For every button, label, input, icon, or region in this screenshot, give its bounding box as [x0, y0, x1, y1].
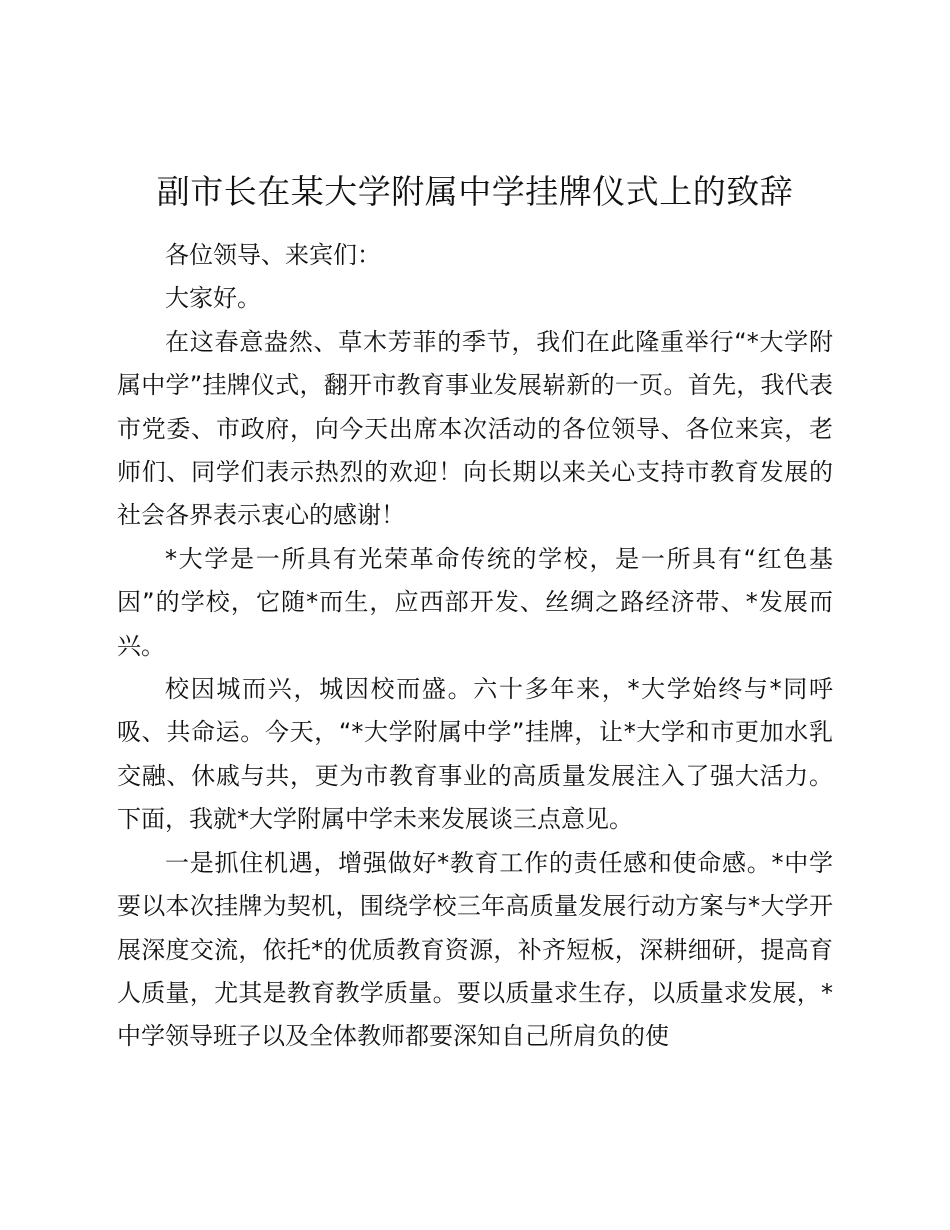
paragraph-city-school: 校因城而兴，城因校而盛。六十多年来，*大学始终与*同呼吸、共命运。今天，“*大学附属中学”挂牌，让*大学和市更加水乳交融、休戚与共，更为市教育事业的高质量发展注入了强大活力。下面，我就*大学附属中学未来发展谈三点意见。: [117, 675, 833, 834]
salutation: 各位领导、来宾们：: [165, 241, 381, 269]
paragraph-university-intro: *大学是一所具有光荣革命传统的学校，是一所具有“红色基因”的学校，它随*而生，应西部开发、丝绸之路经济带、*发展而兴。: [117, 544, 833, 660]
paragraph-opening: 在这春意盎然、草木芳菲的季节，我们在此隆重举行“*大学附属中学”挂牌仪式，翻开市教育事业发展崭新的一页。首先，我代表市党委、市政府，向今天出席本次活动的各位领导、各位来宾，老师们、同学们表示热烈的欢迎！向长期以来关心支持市教育发展的社会各界表示衷心的感谢！: [117, 327, 833, 530]
paragraph-point-one: 一是抓住机遇，增强做好*教育工作的责任感和使命感。*中学要以本次挂牌为契机，围绕学校三年高质量发展行动方案与*大学开展深度交流，依托*的优质教育资源，补齐短板，深耕细研，提高育人质量，尤其是教育教学质量。要以质量求生存，以质量求发展，*中学领导班子以及全体教师都要深知自己所肩负的使: [117, 848, 833, 1051]
greeting: 大家好。: [165, 284, 261, 313]
document-title: 副市长在某大学附属中学挂牌仪式上的致辞: [156, 172, 794, 211]
document-body: [117, 234, 833, 1059]
